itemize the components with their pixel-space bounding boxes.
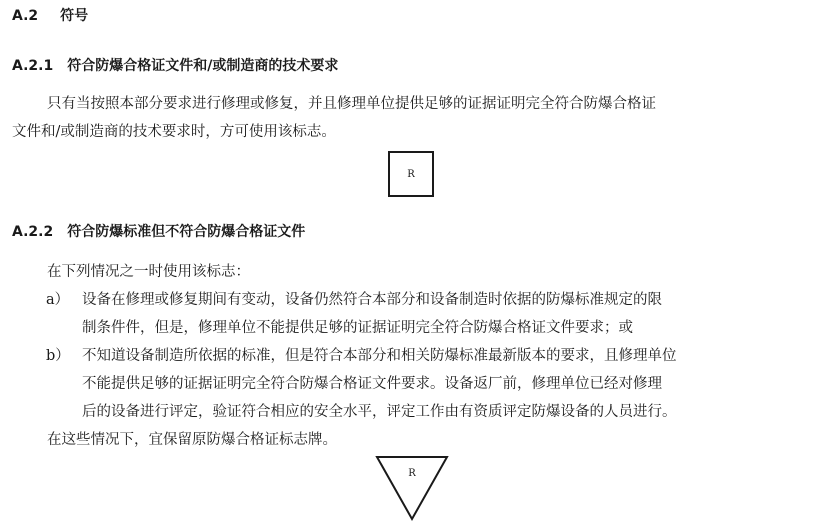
list-marker-a: a） <box>46 292 70 308</box>
paragraph-a21-line1: 只有当按照本部分要求进行修理或修复，并且修理单位提供足够的证据证明完全符合防爆合格证 <box>47 96 656 112</box>
list-item-b-line2: 不能提供足够的证据证明完全符合防爆合格证文件要求。设备返厂前，修理单位已经对修理 <box>82 376 662 392</box>
section-heading <box>12 5 88 25</box>
repair-symbol-square <box>388 151 434 197</box>
section-title: 符号 <box>60 8 89 24</box>
list-item-a-line1: 设备在修理或修复期间有变动，设备仍然符合本部分和设备制造时依据的防爆标准规定的限 <box>82 292 662 308</box>
subsection-heading-a21 <box>12 55 338 75</box>
repair-symbol-triangle-label: R <box>408 468 416 479</box>
subsection-number-a21: A.2.1 <box>12 58 54 74</box>
repair-symbol-triangle <box>374 454 450 522</box>
paragraph-a22-intro: 在下列情况之一时使用该标志： <box>47 264 250 280</box>
subsection-title-a21: 符合防爆合格证文件和/或制造商的技术要求 <box>67 58 339 74</box>
subsection-number-a22: A.2.2 <box>12 224 54 240</box>
list-item-b-line1: 不知道设备制造所依据的标准，但是符合本部分和相关防爆标准最新版本的要求，且修理单位 <box>82 348 677 364</box>
section-number: A.2 <box>12 8 39 24</box>
list-marker-b: b） <box>46 348 70 364</box>
paragraph-a22-closing: 在这些情况下，宜保留原防爆合格证标志牌。 <box>47 432 337 448</box>
repair-symbol-square-label: R <box>407 168 415 180</box>
subsection-heading-a22 <box>12 221 305 241</box>
list-item-b-line3: 后的设备进行评定，验证符合相应的安全水平，评定工作由有资质评定防爆设备的人员进行。 <box>82 404 677 420</box>
paragraph-a21-line2: 文件和/或制造商的技术要求时，方可使用该标志。 <box>12 124 336 140</box>
subsection-title-a22: 符合防爆标准但不符合防爆合格证文件 <box>67 224 306 240</box>
list-item-a-line2: 制条件件，但是，修理单位不能提供足够的证据证明完全符合防爆合格证文件要求；或 <box>82 320 633 336</box>
